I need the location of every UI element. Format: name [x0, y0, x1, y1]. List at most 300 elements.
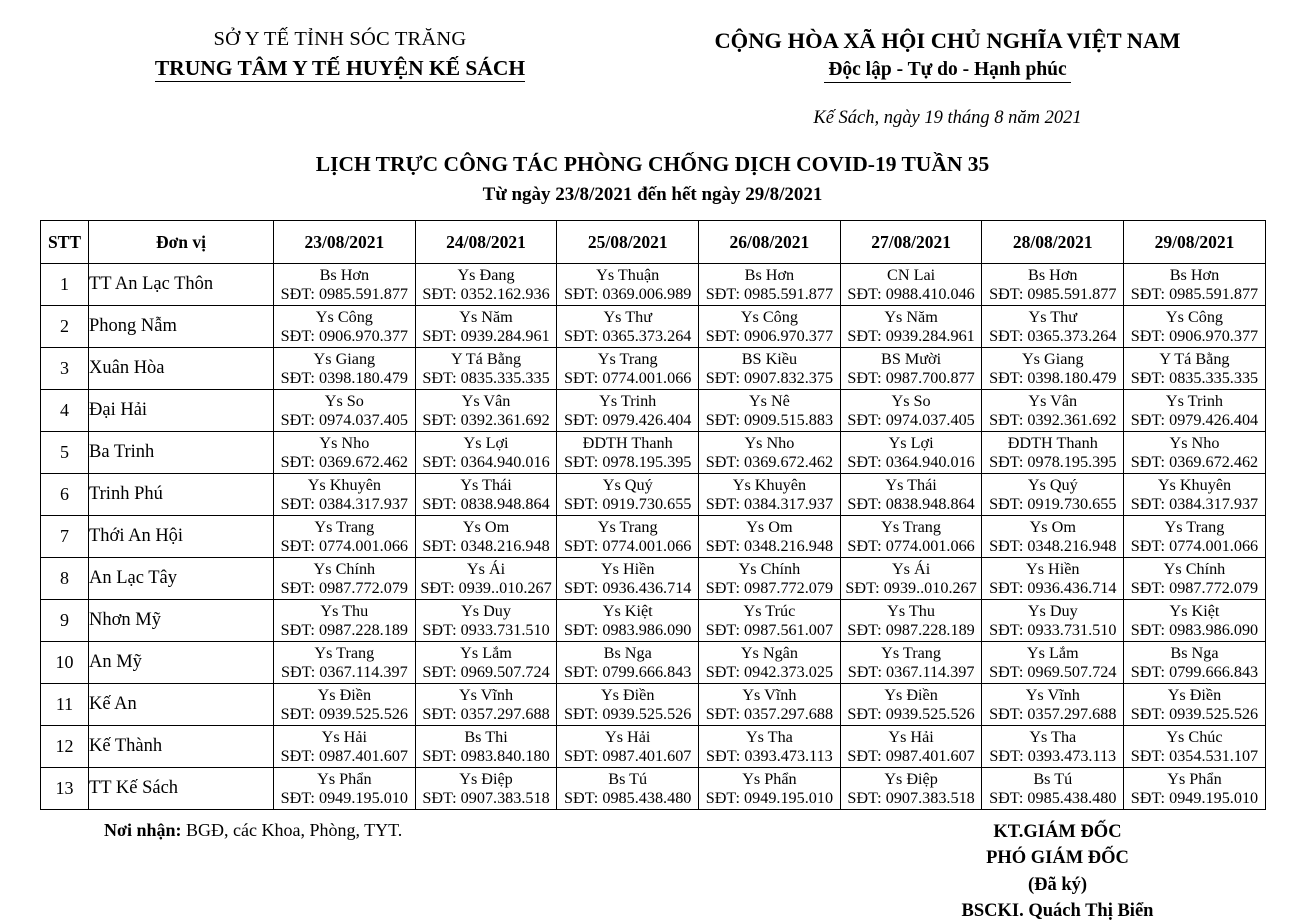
duty-person-phone: SĐT: 0939.525.526 [280, 704, 409, 723]
cell-unit-name: Phong Nẫm [89, 306, 274, 348]
cell-duty-assignment [840, 600, 982, 642]
duty-person-phone: SĐT: 0939.284.961 [422, 326, 550, 345]
signature-signed-note: (Đã ký) [1027, 874, 1088, 895]
document-footer [0, 819, 1305, 924]
cell-stt: 5 [41, 432, 89, 474]
duty-person-name: Ys Kiệt [1169, 601, 1220, 620]
duty-person-name: Ys Trang [1164, 517, 1225, 536]
cell-stt: 7 [41, 516, 89, 558]
duty-person-phone: SĐT: 0838.948.864 [422, 494, 550, 513]
table-row [41, 726, 1266, 768]
duty-person-phone: SĐT: 0367.114.397 [847, 662, 975, 681]
duty-person-phone: SĐT: 0369.006.989 [564, 284, 692, 303]
cell-stt: 9 [41, 600, 89, 642]
column-header-day-1: 23/08/2021 [274, 221, 416, 264]
cell-duty-assignment [1124, 684, 1266, 726]
duty-person-name: Bs Thi [464, 727, 508, 746]
duty-person-name: Ys Hiền [1026, 559, 1080, 578]
cell-duty-assignment [274, 474, 416, 516]
recipients-label: Nơi nhận: [104, 820, 182, 841]
duty-person-name: Bs Hơn [319, 265, 370, 284]
duty-person-name: Bs Nga [603, 643, 652, 662]
cell-duty-assignment [699, 390, 841, 432]
duty-person-phone: SĐT: 0919.730.655 [989, 494, 1117, 513]
duty-person-phone: SĐT: 0949.195.010 [1130, 788, 1259, 807]
duty-person-name: Ys Trang [314, 517, 375, 536]
cell-duty-assignment [982, 600, 1124, 642]
cell-duty-assignment [415, 432, 557, 474]
duty-person-name: Ys Kiệt [602, 601, 653, 620]
duty-person-phone: SĐT: 0969.507.724 [989, 662, 1117, 681]
title-block [0, 151, 1305, 208]
duty-person-name: Ys Giang [313, 349, 376, 368]
column-header-unit: Đơn vị [89, 221, 274, 264]
duty-person-name: Ys Lợi [463, 433, 509, 452]
cell-duty-assignment [1124, 726, 1266, 768]
duty-person-phone: SĐT: 0974.037.405 [280, 410, 409, 429]
duty-person-name: Ys Quý [602, 475, 653, 494]
column-header-stt: STT [41, 221, 89, 264]
duty-person-name: Ys Tha [1029, 727, 1077, 746]
duty-person-phone: SĐT: 0398.180.479 [989, 368, 1117, 387]
cell-stt: 2 [41, 306, 89, 348]
duty-person-phone: SĐT: 0985.591.877 [989, 284, 1117, 303]
cell-duty-assignment [415, 474, 557, 516]
cell-duty-assignment [1124, 558, 1266, 600]
duty-person-phone: SĐT: 0384.317.937 [705, 494, 834, 513]
duty-person-name: Bs Hơn [1028, 265, 1078, 284]
cell-duty-assignment [274, 432, 416, 474]
national-motto [620, 57, 1275, 83]
duty-person-phone: SĐT: 0974.037.405 [847, 410, 975, 429]
duty-person-name: Ys Thái [885, 475, 937, 494]
cell-unit-name: Kế An [89, 684, 274, 726]
cell-duty-assignment [274, 516, 416, 558]
duty-person-name: ĐDTH Thanh [582, 433, 673, 452]
cell-duty-assignment [982, 642, 1124, 684]
duty-person-name: Bs Hơn [1169, 265, 1220, 284]
duty-person-name: Ys Nho [1169, 433, 1220, 452]
cell-unit-name: Nhơn Mỹ [89, 600, 274, 642]
table-row [41, 348, 1266, 390]
duty-person-name: Ys Nho [744, 433, 795, 452]
cell-duty-assignment [274, 348, 416, 390]
duty-person-phone: SĐT: 0906.970.377 [1130, 326, 1259, 345]
cell-duty-assignment [415, 348, 557, 390]
duty-person-name: Bs Nga [1170, 643, 1219, 662]
duty-person-phone: SĐT: 0365.373.264 [989, 326, 1117, 345]
duty-person-phone: SĐT: 0979.426.404 [564, 410, 692, 429]
duty-person-name: Ys Thu [887, 601, 935, 620]
schedule-table-container [40, 220, 1265, 810]
place-and-date: Kế Sách, ngày 19 tháng 8 năm 2021 [813, 107, 1082, 128]
duty-person-name: Ys Phẩn [742, 769, 797, 788]
cell-duty-assignment [1124, 474, 1266, 516]
duty-person-phone: SĐT: 0987.772.079 [705, 578, 834, 597]
duty-person-name: Ys Chính [738, 559, 801, 578]
duty-person-phone: SĐT: 0983.986.090 [564, 620, 692, 639]
duty-person-name: Ys Duy [461, 601, 511, 620]
duty-person-name: Ys Ngân [740, 643, 798, 662]
duty-person-phone: SĐT: 0348.216.948 [989, 536, 1117, 555]
cell-duty-assignment [699, 600, 841, 642]
cell-duty-assignment [557, 306, 699, 348]
duty-person-name: Y Tá Bằng [450, 349, 522, 368]
column-header-day-7: 29/08/2021 [1124, 221, 1266, 264]
duty-person-name: Ys Phẩn [1167, 769, 1222, 788]
cell-duty-assignment [274, 768, 416, 810]
cell-duty-assignment [557, 768, 699, 810]
duty-person-phone: SĐT: 0774.001.066 [1130, 536, 1259, 555]
duty-person-name: Ys So [891, 391, 931, 410]
duty-person-phone: SĐT: 0357.297.688 [705, 704, 834, 723]
duty-person-name: Ys Om [1029, 517, 1076, 536]
cell-duty-assignment [557, 348, 699, 390]
duty-person-phone: SĐT: 0987.228.189 [280, 620, 409, 639]
table-header-row [41, 221, 1266, 264]
duty-person-name: Ys Trinh [1165, 391, 1224, 410]
duty-person-phone: SĐT: 0799.666.843 [564, 662, 692, 681]
cell-duty-assignment [415, 516, 557, 558]
duty-person-name: Ys Hải [605, 727, 651, 746]
cell-duty-assignment [840, 306, 982, 348]
duty-person-phone: SĐT: 0919.730.655 [564, 494, 692, 513]
duty-person-phone: SĐT: 0384.317.937 [280, 494, 409, 513]
national-motto-label: Độc lập - Tự do - Hạnh phúc [824, 59, 1070, 83]
duty-person-name: Ys Phẩn [317, 769, 372, 788]
cell-stt: 6 [41, 474, 89, 516]
cell-unit-name: TT Kế Sách [89, 768, 274, 810]
cell-duty-assignment [557, 264, 699, 306]
duty-person-phone: SĐT: 0369.672.462 [705, 452, 834, 471]
duty-person-name: Ys Hải [321, 727, 368, 746]
table-body [41, 264, 1266, 810]
cell-duty-assignment [557, 516, 699, 558]
duty-person-name: Ys Điệp [459, 769, 513, 788]
duty-person-phone: SĐT: 0979.426.404 [1130, 410, 1259, 429]
district-health-center [60, 54, 620, 82]
cell-stt: 4 [41, 390, 89, 432]
duty-person-phone: SĐT: 0799.666.843 [1130, 662, 1259, 681]
table-row [41, 600, 1266, 642]
cell-duty-assignment [557, 390, 699, 432]
cell-duty-assignment [699, 642, 841, 684]
cell-duty-assignment [274, 306, 416, 348]
cell-duty-assignment [982, 558, 1124, 600]
duty-person-phone: SĐT: 0987.772.079 [280, 578, 409, 597]
duty-person-phone: SĐT: 0392.361.692 [989, 410, 1117, 429]
duty-person-phone: SĐT: 0348.216.948 [705, 536, 834, 555]
duty-person-name: Ys Hải [888, 727, 934, 746]
table-row [41, 474, 1266, 516]
duty-person-name: Ys Điền [884, 685, 938, 704]
cell-duty-assignment [699, 726, 841, 768]
duty-person-phone: SĐT: 0838.948.864 [847, 494, 975, 513]
cell-duty-assignment [415, 684, 557, 726]
cell-duty-assignment [840, 432, 982, 474]
cell-duty-assignment [699, 432, 841, 474]
duty-person-phone: SĐT: 0987.561.007 [705, 620, 834, 639]
duty-person-name: Bs Hơn [744, 265, 795, 284]
duty-person-phone: SĐT: 0774.001.066 [564, 368, 692, 387]
cell-duty-assignment [557, 558, 699, 600]
cell-stt: 11 [41, 684, 89, 726]
duty-person-name: Ys Điền [600, 685, 655, 704]
table-row [41, 390, 1266, 432]
column-header-day-6: 28/08/2021 [982, 221, 1124, 264]
duty-person-phone: SĐT: 0384.317.937 [1130, 494, 1259, 513]
cell-duty-assignment [982, 474, 1124, 516]
cell-duty-assignment [840, 684, 982, 726]
duty-person-name: Ys Vĩnh [458, 685, 514, 704]
duty-person-phone: SĐT: 0939..010.267 [420, 578, 552, 597]
duty-person-name: Ys Trang [597, 517, 658, 536]
duty-person-name: Ys Om [462, 517, 510, 536]
duty-person-phone: SĐT: 0987.772.079 [1130, 578, 1259, 597]
duty-person-phone: SĐT: 0985.438.480 [564, 788, 692, 807]
cell-duty-assignment [415, 558, 557, 600]
cell-duty-assignment [415, 726, 557, 768]
duty-person-phone: SĐT: 0835.335.335 [422, 368, 550, 387]
cell-unit-name: Xuân Hòa [89, 348, 274, 390]
page-subtitle: Từ ngày 23/8/2021 đến hết ngày 29/8/2021 [482, 183, 823, 205]
column-header-day-3: 25/08/2021 [557, 221, 699, 264]
cell-unit-name: Thới An Hội [89, 516, 274, 558]
duty-person-name: BS Mười [881, 349, 942, 368]
cell-unit-name: Kế Thành [89, 726, 274, 768]
duty-person-name: Ys Công [740, 307, 798, 326]
duty-person-name: Ys Trang [597, 349, 658, 368]
column-header-day-5: 27/08/2021 [840, 221, 982, 264]
duty-person-phone: SĐT: 0835.335.335 [1130, 368, 1259, 387]
cell-duty-assignment [840, 642, 982, 684]
cell-unit-name: An Lạc Tây [89, 558, 274, 600]
cell-duty-assignment [840, 516, 982, 558]
duty-person-name: Ys Vĩnh [742, 685, 797, 704]
cell-duty-assignment [840, 768, 982, 810]
schedule-table [40, 220, 1266, 810]
duty-person-phone: SĐT: 0357.297.688 [422, 704, 550, 723]
duty-person-phone: SĐT: 0936.436.714 [564, 578, 692, 597]
duty-person-name: Ys Thư [603, 307, 652, 326]
duty-person-phone: SĐT: 0906.970.377 [705, 326, 834, 345]
page-title: LỊCH TRỰC CÔNG TÁC PHÒNG CHỐNG DỊCH COVID-19 TUẦN 35 [315, 151, 990, 176]
cell-duty-assignment [699, 264, 841, 306]
duty-person-name: Ys Thái [460, 475, 512, 494]
cell-duty-assignment [274, 600, 416, 642]
cell-duty-assignment [1124, 642, 1266, 684]
duty-person-phone: SĐT: 0933.731.510 [989, 620, 1117, 639]
duty-person-name: Ys Lắm [1026, 643, 1079, 662]
duty-person-name: Ys Thuận [596, 265, 660, 284]
cell-duty-assignment [982, 264, 1124, 306]
duty-person-phone: SĐT: 0988.410.046 [847, 284, 975, 303]
duty-person-name: Ys Trúc [743, 601, 796, 620]
cell-duty-assignment [1124, 768, 1266, 810]
cell-duty-assignment [557, 684, 699, 726]
duty-person-name: Ys Điền [317, 685, 372, 704]
duty-person-phone: SĐT: 0978.195.395 [989, 452, 1117, 471]
duty-person-phone: SĐT: 0365.373.264 [564, 326, 692, 345]
duty-person-phone: SĐT: 0907.832.375 [705, 368, 834, 387]
duty-person-phone: SĐT: 0983.840.180 [422, 746, 550, 765]
duty-person-phone: SĐT: 0987.401.607 [564, 746, 692, 765]
document-header [0, 0, 1305, 129]
table-row [41, 684, 1266, 726]
cell-unit-name: Đại Hải [89, 390, 274, 432]
duty-person-phone: SĐT: 0987.401.607 [847, 746, 975, 765]
duty-person-name: Ys Trang [881, 517, 941, 536]
cell-duty-assignment [840, 474, 982, 516]
table-row [41, 516, 1266, 558]
cell-duty-assignment [557, 432, 699, 474]
duty-person-name: Ys Ái [891, 559, 931, 578]
cell-duty-assignment [1124, 516, 1266, 558]
provincial-health-department: SỞ Y TẾ TỈNH SÓC TRĂNG [213, 28, 467, 50]
duty-person-name: Ys Năm [884, 307, 938, 326]
duty-person-name: Ys Đang [457, 265, 515, 284]
duty-person-name: Y Tá Bằng [1159, 349, 1230, 368]
cell-stt: 8 [41, 558, 89, 600]
cell-duty-assignment [840, 348, 982, 390]
duty-person-phone: SĐT: 0985.591.877 [280, 284, 409, 303]
duty-person-phone: SĐT: 0987.700.877 [847, 368, 975, 387]
duty-person-name: Ys Công [1165, 307, 1224, 326]
cell-duty-assignment [415, 768, 557, 810]
cell-duty-assignment [557, 474, 699, 516]
table-row [41, 642, 1266, 684]
cell-unit-name: Ba Trinh [89, 432, 274, 474]
cell-duty-assignment [1124, 390, 1266, 432]
duty-person-phone: SĐT: 0969.507.724 [422, 662, 550, 681]
duty-person-phone: SĐT: 0357.297.688 [989, 704, 1117, 723]
cell-duty-assignment [274, 390, 416, 432]
cell-unit-name: An Mỹ [89, 642, 274, 684]
duty-person-name: Ys Trang [881, 643, 941, 662]
cell-duty-assignment [1124, 432, 1266, 474]
duty-person-name: Ys Chính [1163, 559, 1226, 578]
cell-duty-assignment [699, 558, 841, 600]
duty-person-phone: SĐT: 0983.986.090 [1130, 620, 1259, 639]
duty-person-name: Ys So [324, 391, 364, 410]
cell-duty-assignment [840, 264, 982, 306]
duty-person-phone: SĐT: 0369.672.462 [1130, 452, 1259, 471]
duty-person-name: Ys Ái [466, 559, 506, 578]
cell-duty-assignment [557, 726, 699, 768]
duty-person-phone: SĐT: 0939..010.267 [845, 578, 977, 597]
cell-duty-assignment [274, 642, 416, 684]
table-row [41, 768, 1266, 810]
cell-stt: 12 [41, 726, 89, 768]
cell-duty-assignment [1124, 264, 1266, 306]
recipients-value: BGĐ, các Khoa, Phòng, TYT. [186, 820, 403, 841]
duty-person-name: Ys Giang [1021, 349, 1084, 368]
duty-person-phone: SĐT: 0364.940.016 [422, 452, 550, 471]
duty-person-name: Ys Chính [313, 559, 376, 578]
duty-person-phone: SĐT: 0398.180.479 [280, 368, 409, 387]
cell-duty-assignment [1124, 348, 1266, 390]
duty-person-phone: SĐT: 0942.373.025 [705, 662, 834, 681]
cell-stt: 1 [41, 264, 89, 306]
cell-duty-assignment [699, 348, 841, 390]
table-row [41, 558, 1266, 600]
duty-person-phone: SĐT: 0354.531.107 [1130, 746, 1259, 765]
duty-person-name: Bs Tú [608, 769, 648, 788]
duty-person-phone: SĐT: 0949.195.010 [705, 788, 834, 807]
issuing-authority-block [0, 26, 620, 82]
cell-duty-assignment [982, 684, 1124, 726]
cell-duty-assignment [557, 600, 699, 642]
duty-person-name: Ys Duy [1027, 601, 1078, 620]
cell-unit-name: TT An Lạc Thôn [89, 264, 274, 306]
cell-duty-assignment [1124, 306, 1266, 348]
duty-person-phone: SĐT: 0949.195.010 [280, 788, 409, 807]
duty-person-name: Ys Thu [320, 601, 369, 620]
cell-duty-assignment [699, 516, 841, 558]
duty-person-name: Ys Thư [1028, 307, 1078, 326]
duty-person-phone: SĐT: 0939.525.526 [847, 704, 975, 723]
cell-duty-assignment [415, 600, 557, 642]
duty-person-name: ĐDTH Thanh [1007, 433, 1098, 452]
duty-person-name: Ys Công [315, 307, 373, 326]
duty-person-phone: SĐT: 0774.001.066 [847, 536, 975, 555]
duty-person-phone: SĐT: 0907.383.518 [847, 788, 975, 807]
duty-person-phone: SĐT: 0933.731.510 [422, 620, 550, 639]
duty-person-phone: SĐT: 0392.361.692 [422, 410, 550, 429]
duty-person-phone: SĐT: 0939.525.526 [1130, 704, 1259, 723]
cell-stt: 3 [41, 348, 89, 390]
duty-person-phone: SĐT: 0393.473.113 [706, 746, 833, 765]
table-row [41, 306, 1266, 348]
duty-person-phone: SĐT: 0985.591.877 [1130, 284, 1259, 303]
national-title: CỘNG HÒA XÃ HỘI CHỦ NGHĨA VIỆT NAM [714, 28, 1181, 53]
signature-role-deputy: PHÓ GIÁM ĐỐC [986, 848, 1129, 869]
signature-name: BSCKI. Quách Thị Biển [961, 900, 1154, 921]
duty-person-name: Ys Nê [748, 391, 790, 410]
duty-person-phone: SĐT: 0987.228.189 [847, 620, 975, 639]
duty-person-name: Ys Điệp [884, 769, 938, 788]
duty-person-phone: SĐT: 0978.195.395 [564, 452, 692, 471]
duty-person-name: Ys Điền [1167, 685, 1222, 704]
cell-duty-assignment [415, 306, 557, 348]
cell-duty-assignment [982, 390, 1124, 432]
duty-person-phone: SĐT: 0364.940.016 [847, 452, 975, 471]
signature-block [865, 819, 1265, 924]
duty-person-name: Ys Om [746, 517, 793, 536]
cell-stt: 10 [41, 642, 89, 684]
cell-duty-assignment [415, 264, 557, 306]
duty-person-name: Ys Trinh [599, 391, 657, 410]
duty-person-phone: SĐT: 0906.970.377 [280, 326, 409, 345]
duty-person-name: Ys Lắm [460, 643, 512, 662]
duty-person-name: Ys Lợi [888, 433, 934, 452]
duty-person-name: Ys Khuyên [732, 475, 807, 494]
cell-duty-assignment [982, 726, 1124, 768]
cell-duty-assignment [274, 726, 416, 768]
duty-person-name: Ys Khuyên [307, 475, 381, 494]
duty-person-name: Ys Vân [461, 391, 511, 410]
district-health-center-label: TRUNG TÂM Y TẾ HUYỆN KẾ SÁCH [154, 56, 526, 81]
cell-duty-assignment [699, 306, 841, 348]
cell-duty-assignment [982, 348, 1124, 390]
cell-duty-assignment [982, 432, 1124, 474]
cell-duty-assignment [699, 768, 841, 810]
duty-person-name: Ys Quý [1027, 475, 1078, 494]
duty-person-phone: SĐT: 0939.284.961 [847, 326, 975, 345]
duty-person-phone: SĐT: 0985.438.480 [989, 788, 1117, 807]
cell-duty-assignment [274, 558, 416, 600]
cell-duty-assignment [699, 474, 841, 516]
